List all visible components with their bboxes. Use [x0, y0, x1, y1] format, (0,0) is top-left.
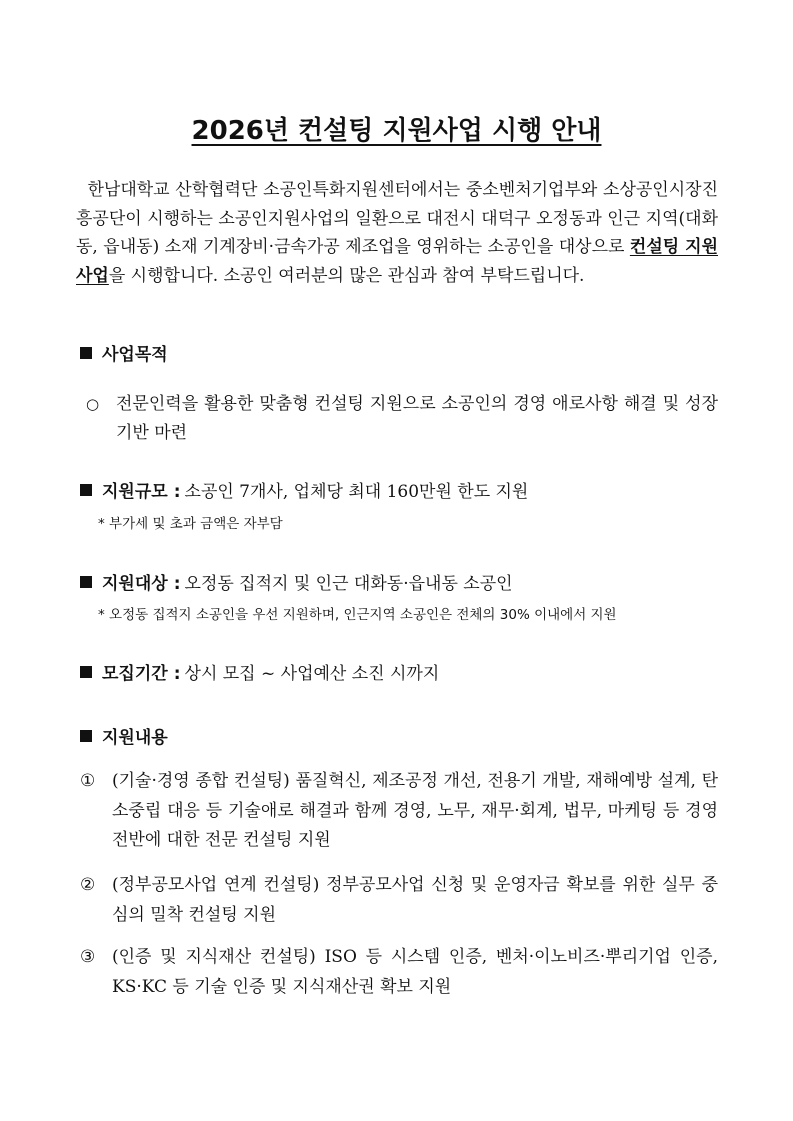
section-colon: : [173, 482, 181, 502]
intro-text-after: 을 시행합니다. 소공인 여러분의 많은 관심과 참여 부탁드립니다. [108, 265, 585, 286]
intro-paragraph [76, 176, 718, 290]
purpose-bullet [86, 390, 718, 448]
item-text: (정부공모사업 연계 컨설팅) 정부공모사업 신청 및 운영자금 확보를 위한 실무 중심의 밀착 컨설팅 지원 [112, 875, 718, 925]
page-title-text: 2026년 컨설팅 지원사업 시행 안내 [191, 116, 602, 146]
section-colon: : [173, 664, 181, 684]
section-target-heading [80, 572, 740, 596]
item-text: (기술·경영 종합 컨설팅) 품질혁신, 제조공정 개선, 전용기 개발, 재해예방 설계, 탄소중립 대응 등 기술애로 해결과 함께 경영, 노무, 재무·회계, 법무, 마케팅 등 경영 전반에 대한 전문 컨설팅 지원 [112, 771, 718, 850]
content-item-3 [80, 943, 718, 1002]
item-number-2: ② [80, 875, 96, 895]
scale-note: * 부가세 및 초과 금액은 자부담 [98, 516, 283, 532]
item-number-1: ① [80, 771, 96, 791]
item-number-3: ③ [80, 947, 96, 967]
square-bullet-icon [80, 347, 92, 359]
page-title [0, 110, 793, 147]
content-item-2 [80, 871, 718, 930]
target-note: * 오정동 집적지 소공인을 우선 지원하며, 인근지역 소공인은 전체의 30% 이내에서 지원 [98, 607, 617, 623]
section-label: 지원규모 [102, 482, 168, 502]
section-value: 상시 모집 ~ 사업예산 소진 시까지 [184, 664, 440, 684]
square-bullet-icon [80, 576, 92, 588]
section-value: 소공인 7개사, 업체당 최대 160만원 한도 지원 [184, 482, 529, 502]
purpose-text: 전문인력을 활용한 맞춤형 컨설팅 지원으로 소공인의 경영 애로사항 해결 및 성장 기반 마련 [116, 394, 718, 443]
square-bullet-icon [80, 484, 92, 496]
section-purpose-heading [80, 343, 740, 367]
section-label: 지원내용 [102, 728, 168, 748]
section-label: 지원대상 [102, 574, 168, 594]
intro-emphasis: 컨설팅 지원사업 [76, 237, 718, 286]
circle-bullet-icon: ○ [86, 395, 100, 413]
section-scale-heading [80, 480, 740, 504]
section-label: 모집기간 [102, 664, 168, 684]
section-period-heading [80, 662, 740, 686]
square-bullet-icon [80, 730, 92, 742]
section-label: 사업목적 [102, 345, 168, 365]
content-item-1 [80, 767, 718, 856]
intro-text-before: 한남대학교 산학협력단 소공인특화지원센터에서는 중소벤처기업부와 소상공인시장진흥공단이 시행하는 소공인지원사업의 일환으로 대전시 대덕구 오정동과 인근 지역(대화동, 읍내동) 소재 기계장비·금속가공 제조업을 영위하는 소공인을 대상으로 [76, 180, 718, 257]
section-value: 오정동 집적지 및 인근 대화동·읍내동 소공인 [184, 574, 513, 594]
section-colon: : [173, 574, 181, 594]
item-text: (인증 및 지식재산 컨설팅) ISO 등 시스템 인증, 벤처·이노비즈·뿌리기업 인증, KS·KC 등 기술 인증 및 지식재산권 확보 지원 [112, 947, 718, 997]
section-content-heading [80, 726, 740, 750]
square-bullet-icon [80, 666, 92, 678]
